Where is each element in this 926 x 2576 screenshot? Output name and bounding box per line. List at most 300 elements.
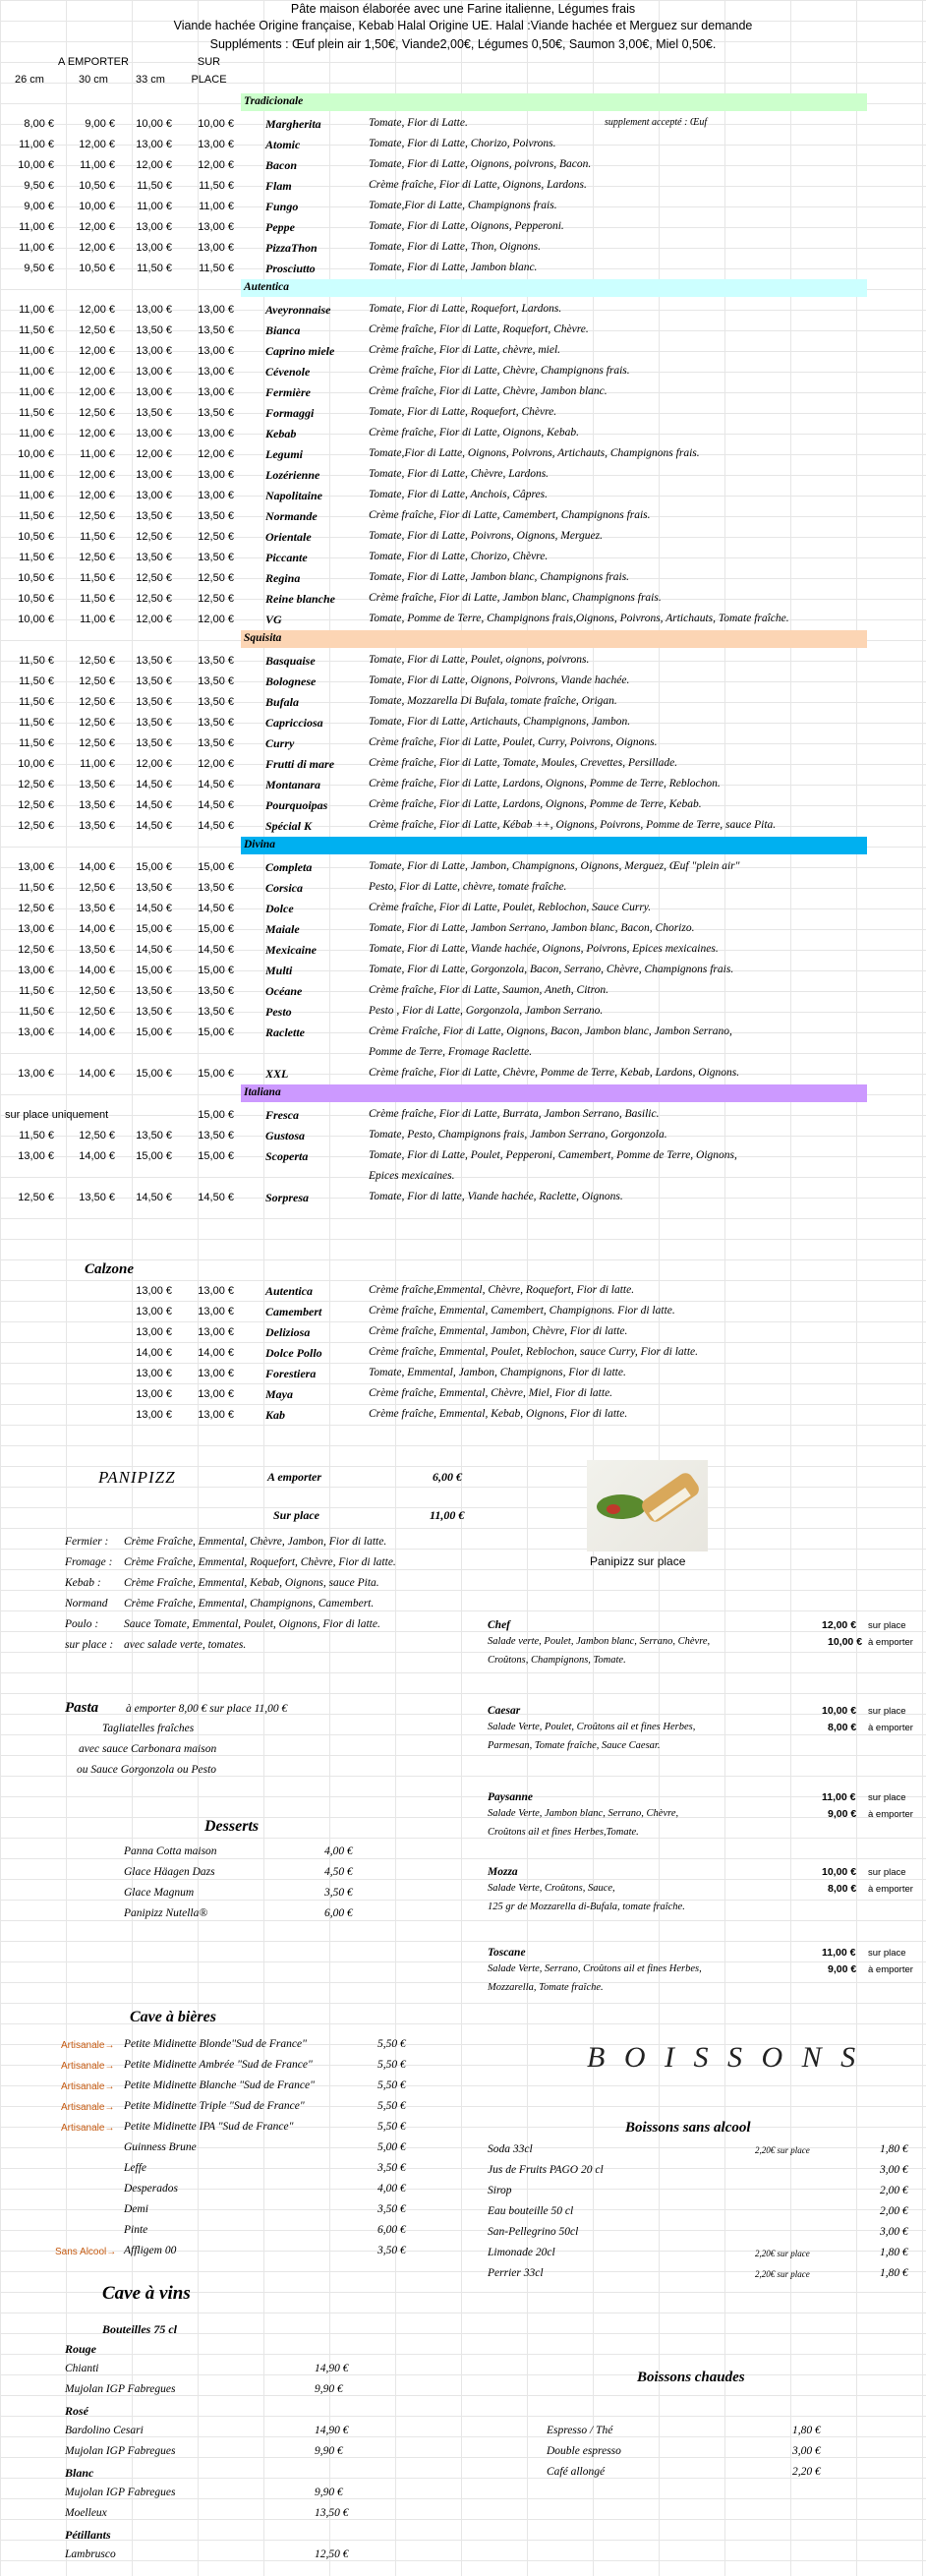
price-30: 13,50 € bbox=[79, 1192, 115, 1203]
boisson-place-price: 2,20€ sur place bbox=[755, 2249, 810, 2258]
pizza-name: Bufala bbox=[265, 695, 300, 709]
price-place: 14,50 € bbox=[198, 779, 234, 790]
pizza-name: Pourquoipas bbox=[265, 798, 328, 812]
pizza-description: Tomate, Fior di Latte, Jambon blanc, Champignons frais. bbox=[369, 571, 630, 583]
price-30: 11,00 € bbox=[80, 614, 115, 625]
calzone-row bbox=[0, 1322, 926, 1343]
price-26: 9,50 € bbox=[24, 263, 54, 274]
col-26: 26 cm bbox=[15, 74, 44, 86]
calzone-name: Autentica bbox=[265, 1284, 314, 1298]
calzone-name: Kab bbox=[265, 1408, 286, 1422]
pizza-description: Tomate, Fior di Latte, Gorgonzola, Bacon, Serrano, Chèvre, Champignons frais. bbox=[369, 964, 734, 975]
price-30: 12,50 € bbox=[79, 655, 115, 667]
price-place: 13,50 € bbox=[198, 737, 234, 749]
pizza-description: Tomate, Fior di Latte, Jambon Serrano, Jambon blanc, Bacon, Chorizo. bbox=[369, 922, 695, 934]
price-26: 11,50 € bbox=[19, 675, 54, 687]
price-30: 12,50 € bbox=[79, 696, 115, 708]
calzone-title: Calzone bbox=[85, 1261, 135, 1277]
pizza-row bbox=[0, 1146, 926, 1167]
price-33: 12,50 € bbox=[136, 593, 172, 605]
price-26: 10,50 € bbox=[18, 531, 54, 543]
pizza-name: Curry bbox=[265, 736, 295, 750]
calzone-description: Crème fraîche, Emmental, Jambon, Chèvre, Fior di latte. bbox=[369, 1325, 628, 1337]
salad-unit-emporter: à emporter bbox=[868, 1964, 913, 1975]
biere-price: 3,50 € bbox=[377, 2203, 406, 2215]
pizza-row bbox=[0, 362, 926, 382]
boisson-price: 1,80 € bbox=[880, 2247, 908, 2258]
price-place: 13,50 € bbox=[198, 1130, 234, 1142]
boisson-chaude-price: 3,00 € bbox=[792, 2445, 821, 2457]
col-30: 30 cm bbox=[79, 74, 108, 86]
salad-desc-1: Salade Verte, Poulet, Croûtons ail et fines Herbes, bbox=[488, 1722, 696, 1732]
biere-name: Affligem 00 bbox=[124, 2245, 177, 2256]
pizza-row bbox=[0, 506, 926, 527]
boissons-sans-alcool-title: Boissons sans alcool bbox=[625, 2120, 751, 2136]
price-place: 13,50 € bbox=[198, 324, 234, 336]
pizza-name: Completa bbox=[265, 860, 313, 874]
price-33: 13,50 € bbox=[136, 407, 172, 419]
pizza-description: Tomate, Fior di Latte, Artichauts, Champignons, Jambon. bbox=[369, 716, 631, 728]
biere-name: Petite Midinette Blanche "Sud de France" bbox=[124, 2079, 315, 2091]
price-26: 11,50 € bbox=[19, 407, 54, 419]
col-place: PLACE bbox=[191, 74, 227, 86]
pizza-name: Maiale bbox=[265, 922, 300, 936]
pizza-description: Tomate, Fior di Latte, Oignons, Poivrons, Viande hachée. bbox=[369, 674, 630, 686]
panipizz-label: Fermier : bbox=[65, 1536, 109, 1548]
pizza-description: Crème fraîche, Fior di Latte, Oignons, Kebab. bbox=[369, 427, 580, 439]
pizza-name: Kebab bbox=[265, 427, 297, 440]
pizza-name: Bacon bbox=[265, 158, 298, 172]
price-33: 13,00 € bbox=[136, 428, 172, 439]
price-26: 10,00 € bbox=[18, 448, 54, 460]
calzone-price-place: 13,00 € bbox=[198, 1326, 234, 1338]
pizza-description: Pesto , Fior di Latte, Gorgonzola, Jambon Serrano. bbox=[369, 1005, 604, 1017]
calzone-row bbox=[0, 1384, 926, 1405]
salad-price-place: 10,00 € bbox=[822, 1866, 857, 1878]
price-30: 11,00 € bbox=[80, 758, 115, 770]
salad-unit-emporter: à emporter bbox=[868, 1809, 913, 1820]
price-place: 13,00 € bbox=[198, 469, 234, 481]
pizza-row bbox=[0, 176, 926, 197]
panipizz-label: Kebab : bbox=[65, 1577, 101, 1589]
pizza-name: Frutti di mare bbox=[265, 757, 335, 771]
price-30: 12,50 € bbox=[79, 510, 115, 522]
price-26: 12,50 € bbox=[18, 944, 54, 956]
pizza-description: Tomate, Fior di Latte. bbox=[369, 117, 468, 129]
price-33: 13,50 € bbox=[136, 655, 172, 667]
calzone-price-emporter: 13,00 € bbox=[136, 1388, 172, 1400]
calzone-price-emporter: 13,00 € bbox=[136, 1368, 172, 1379]
price-33: 13,00 € bbox=[136, 345, 172, 357]
calzone-row bbox=[0, 1281, 926, 1302]
pizza-row bbox=[0, 754, 926, 775]
pizza-description: Tomate, Fior di Latte, Chèvre, Lardons. bbox=[369, 468, 550, 480]
section-band: Squisita bbox=[241, 630, 867, 648]
section-band: Italiana bbox=[241, 1084, 867, 1102]
pizza-description: Tomate,Fior di Latte, Champignons frais. bbox=[369, 200, 557, 211]
pizza-row bbox=[0, 527, 926, 548]
pizza-row bbox=[0, 816, 926, 837]
pizza-name: Multi bbox=[265, 964, 293, 977]
price-26: 11,00 € bbox=[19, 304, 54, 316]
price-26: 11,50 € bbox=[19, 552, 54, 563]
biere-name: Petite Midinette Triple "Sud de France" bbox=[124, 2100, 305, 2112]
price-33: 13,50 € bbox=[136, 696, 172, 708]
pizza-name: Peppe bbox=[265, 220, 295, 234]
pasta-line-3: ou Sauce Gorgonzola ou Pesto bbox=[77, 1764, 217, 1776]
section-band: Divina bbox=[241, 837, 867, 854]
salad-name: Caesar bbox=[488, 1705, 521, 1717]
price-place: 12,00 € bbox=[198, 448, 234, 460]
pizza-description: Crème fraîche, Fior di Latte, chèvre, miel. bbox=[369, 344, 561, 356]
vin-group: Pétillants bbox=[65, 2528, 111, 2542]
panipizz-label: sur place : bbox=[65, 1639, 114, 1651]
salad-desc-2: Croûtons, Champignons, Tomate. bbox=[488, 1655, 626, 1666]
price-place: 12,50 € bbox=[198, 572, 234, 584]
price-place: 13,00 € bbox=[198, 139, 234, 150]
panipizz-title: PANIPIZZ bbox=[98, 1468, 176, 1487]
calzone-name: Camembert bbox=[265, 1305, 322, 1318]
dessert-price: 4,00 € bbox=[324, 1845, 353, 1857]
pizza-name: Bolognese bbox=[265, 674, 317, 688]
pizza-row bbox=[0, 114, 926, 135]
calzone-price-emporter: 13,00 € bbox=[136, 1409, 172, 1421]
price-30: 13,50 € bbox=[79, 799, 115, 811]
salad-unit-place: sur place bbox=[868, 1706, 906, 1717]
price-30: 12,00 € bbox=[79, 428, 115, 439]
salad-desc-1: Salade Verte, Serrano, Croûtons ail et fines Herbes, bbox=[488, 1963, 702, 1974]
price-33: 12,00 € bbox=[136, 159, 172, 171]
biere-tag: Artisanale→ bbox=[61, 2102, 115, 2113]
pizza-row-cont bbox=[0, 1167, 926, 1188]
calzone-description: Crème fraîche, Emmental, Chèvre, Miel, Fior di latte. bbox=[369, 1387, 613, 1399]
vin-name: Moelleux bbox=[65, 2507, 107, 2519]
price-place: 13,00 € bbox=[198, 386, 234, 398]
biere-name: Petite Midinette IPA "Sud de France" bbox=[124, 2121, 294, 2133]
pizza-name: Formaggi bbox=[265, 406, 315, 420]
pizza-name: Montanara bbox=[265, 778, 321, 791]
price-33: 15,00 € bbox=[136, 861, 172, 873]
price-33: 13,50 € bbox=[136, 985, 172, 997]
price-30: 12,00 € bbox=[79, 304, 115, 316]
price-30: 11,50 € bbox=[80, 593, 115, 605]
panipizz-description: Crème Fraîche, Emmental, Champignons, Camembert. bbox=[124, 1598, 375, 1610]
salad-unit-place: sur place bbox=[868, 1867, 906, 1878]
header-line-1: Pâte maison élaborée avec une Farine italienne, Légumes frais bbox=[290, 2, 636, 16]
biere-price: 5,50 € bbox=[377, 2038, 406, 2050]
price-33: 13,50 € bbox=[136, 717, 172, 729]
price-33: 14,50 € bbox=[136, 820, 172, 832]
pasta-title: Pasta bbox=[65, 1700, 99, 1716]
price-33: 14,50 € bbox=[136, 944, 172, 956]
pizza-row bbox=[0, 919, 926, 940]
pizza-name: Océane bbox=[265, 984, 303, 998]
price-place: 14,50 € bbox=[198, 799, 234, 811]
price-33: 12,00 € bbox=[136, 448, 172, 460]
biere-price: 5,50 € bbox=[377, 2059, 406, 2071]
price-30: 12,50 € bbox=[79, 1006, 115, 1018]
salad-desc-2: Mozzarella, Tomate fraîche. bbox=[488, 1982, 604, 1993]
price-26: 13,00 € bbox=[18, 1068, 54, 1080]
pizza-description: Tomate, Fior di Latte, Roquefort, Chèvre. bbox=[369, 406, 557, 418]
pizza-name: Orientale bbox=[265, 530, 312, 544]
salad-unit-place: sur place bbox=[868, 1792, 906, 1803]
price-26: 11,50 € bbox=[19, 696, 54, 708]
boisson-name: Jus de Fruits PAGO 20 cl bbox=[488, 2164, 604, 2176]
pizza-description: Crème fraîche, Fior di Latte, Roquefort, Chèvre. bbox=[369, 323, 589, 335]
price-33: 11,50 € bbox=[137, 180, 172, 192]
price-26: 11,00 € bbox=[19, 242, 54, 254]
pizza-row bbox=[0, 341, 926, 362]
calzone-price-emporter: 13,00 € bbox=[136, 1285, 172, 1297]
price-33: 13,50 € bbox=[136, 324, 172, 336]
vin-price: 9,90 € bbox=[315, 2383, 343, 2395]
price-33: 13,50 € bbox=[136, 675, 172, 687]
col-emporter: A EMPORTER bbox=[58, 56, 129, 68]
pizza-row bbox=[0, 672, 926, 692]
price-30: 9,00 € bbox=[85, 118, 115, 130]
price-33: 10,00 € bbox=[136, 118, 172, 130]
pizza-name: Fermière bbox=[265, 385, 311, 399]
pizza-row bbox=[0, 651, 926, 672]
pizza-name: Fungo bbox=[265, 200, 299, 213]
boissons-title: B O I S S O N S bbox=[587, 2041, 862, 2074]
pizza-name: Legumi bbox=[265, 447, 303, 461]
pizza-description: Crème fraîche, Fior di Latte, Poulet, Reblochon, Sauce Curry. bbox=[369, 902, 652, 913]
pizza-name: Bianca bbox=[265, 323, 301, 337]
pizza-description: Crème fraîche, Fior di Latte, Saumon, Aneth, Citron. bbox=[369, 984, 609, 996]
pizza-description: Crème fraîche, Fior di Latte, Oignons, Lardons. bbox=[369, 179, 587, 191]
price-26: 11,00 € bbox=[19, 428, 54, 439]
price-30: 10,00 € bbox=[79, 201, 115, 212]
pizza-row bbox=[0, 197, 926, 217]
boisson-name: Limonade 20cl bbox=[488, 2247, 555, 2258]
price-place: 13,00 € bbox=[198, 366, 234, 378]
salad-desc-2: 125 gr de Mozzarella di-Bufala, tomate fraîche. bbox=[488, 1902, 685, 1912]
biere-price: 5,50 € bbox=[377, 2121, 406, 2133]
biere-tag: Artisanale→ bbox=[61, 2040, 115, 2051]
boisson-name: Soda 33cl bbox=[488, 2143, 533, 2155]
price-26: 11,00 € bbox=[19, 490, 54, 501]
salad-price-place: 10,00 € bbox=[822, 1705, 857, 1717]
price-33: 14,50 € bbox=[136, 1192, 172, 1203]
price-30: 12,00 € bbox=[79, 242, 115, 254]
price-30: 12,00 € bbox=[79, 345, 115, 357]
pizza-row bbox=[0, 300, 926, 321]
boisson-price: 2,00 € bbox=[880, 2205, 908, 2217]
boisson-price: 3,00 € bbox=[880, 2164, 908, 2176]
price-26: 11,00 € bbox=[19, 469, 54, 481]
col-sur: SUR bbox=[197, 56, 221, 68]
price-place: 13,00 € bbox=[198, 242, 234, 254]
calzone-price-place: 13,00 € bbox=[198, 1388, 234, 1400]
calzone-price-emporter: 13,00 € bbox=[136, 1306, 172, 1317]
pizza-description: Tomate, Mozzarella Di Bufala, tomate fraîche, Origan. bbox=[369, 695, 617, 707]
price-26: 12,50 € bbox=[18, 1192, 54, 1203]
boisson-price: 1,80 € bbox=[880, 2143, 908, 2155]
calzone-price-place: 14,00 € bbox=[198, 1347, 234, 1359]
panipizz-description: Sauce Tomate, Emmental, Poulet, Oignons, Fior di latte. bbox=[124, 1618, 380, 1630]
price-place: 14,50 € bbox=[198, 1192, 234, 1203]
vin-group: Rosé bbox=[65, 2404, 88, 2418]
price-33: 13,00 € bbox=[136, 304, 172, 316]
biere-price: 5,50 € bbox=[377, 2079, 406, 2091]
price-26: 11,50 € bbox=[19, 324, 54, 336]
dessert-price: 4,50 € bbox=[324, 1866, 353, 1878]
price-26: 8,00 € bbox=[24, 118, 54, 130]
salad-unit-place: sur place bbox=[868, 1620, 906, 1631]
boisson-name: Eau bouteille 50 cl bbox=[488, 2205, 574, 2217]
price-33: 15,00 € bbox=[136, 923, 172, 935]
pizza-row bbox=[0, 589, 926, 610]
pizza-description-cont: Pomme de Terre, Fromage Raclette. bbox=[369, 1046, 533, 1058]
salad-price-emporter: 8,00 € bbox=[828, 1883, 857, 1895]
pizza-row bbox=[0, 259, 926, 279]
price-26: 11,50 € bbox=[19, 510, 54, 522]
pizza-description: Crème fraîche, Fior di Latte, Chèvre, Champignons frais. bbox=[369, 365, 630, 377]
boisson-chaude-price: 2,20 € bbox=[792, 2466, 821, 2478]
pizza-name: Mexicaine bbox=[265, 943, 317, 957]
pizza-description: Crème fraîche, Fior di Latte, Lardons, Oignons, Pomme de Terre, Kebab. bbox=[369, 798, 702, 810]
pizza-row bbox=[0, 610, 926, 630]
price-26: 10,00 € bbox=[18, 614, 54, 625]
pizza-row bbox=[0, 382, 926, 403]
price-30: 11,00 € bbox=[80, 159, 115, 171]
salad-unit-emporter: à emporter bbox=[868, 1723, 913, 1733]
calzone-price-place: 13,00 € bbox=[198, 1306, 234, 1317]
pizza-name: PizzaThon bbox=[265, 241, 318, 255]
price-30: 14,00 € bbox=[79, 1026, 115, 1038]
panipizz-label: Fromage : bbox=[65, 1556, 113, 1568]
pasta-line-1: Tagliatelles fraîches bbox=[102, 1723, 195, 1734]
price-30: 11,50 € bbox=[80, 572, 115, 584]
price-26: 11,00 € bbox=[19, 139, 54, 150]
pizza-description: Tomate, Pomme de Terre, Champignons frais,Oignons, Poivrons, Artichauts, Tomate fraîche. bbox=[369, 613, 789, 624]
price-33: 13,50 € bbox=[136, 552, 172, 563]
pizza-row bbox=[0, 321, 926, 341]
price-33: 15,00 € bbox=[136, 965, 172, 976]
pizza-name: Raclette bbox=[265, 1025, 305, 1039]
calzone-name: Forestiera bbox=[265, 1367, 317, 1380]
boisson-chaude-name: Espresso / Thé bbox=[547, 2425, 613, 2436]
pizza-name: Corsica bbox=[265, 881, 304, 895]
vin-price: 9,90 € bbox=[315, 2487, 343, 2498]
pizza-row bbox=[0, 465, 926, 486]
pizza-row bbox=[0, 899, 926, 919]
price-note: sur place uniquement bbox=[5, 1109, 109, 1121]
price-place: 13,00 € bbox=[198, 490, 234, 501]
price-place: 13,50 € bbox=[198, 1006, 234, 1018]
pizza-name: VG bbox=[265, 613, 282, 626]
price-26: 10,50 € bbox=[18, 593, 54, 605]
price-place: 13,50 € bbox=[198, 696, 234, 708]
pizza-name: Normande bbox=[265, 509, 318, 523]
price-place: 14,50 € bbox=[198, 903, 234, 914]
salad-unit-emporter: à emporter bbox=[868, 1637, 913, 1648]
price-26: 9,50 € bbox=[24, 180, 54, 192]
pizza-row bbox=[0, 1002, 926, 1023]
price-30: 13,50 € bbox=[79, 903, 115, 914]
boisson-price: 2,00 € bbox=[880, 2185, 908, 2196]
price-33: 12,00 € bbox=[136, 758, 172, 770]
pizza-name: Sorpresa bbox=[265, 1191, 310, 1204]
pizza-description: Tomate, Fior di Latte, Oignons, Pepperoni. bbox=[369, 220, 564, 232]
price-place: 15,00 € bbox=[198, 965, 234, 976]
calzone-description: Crème fraîche, Emmental, Poulet, Reblochon, sauce Curry, Fior di latte. bbox=[369, 1346, 699, 1358]
calzone-name: Maya bbox=[265, 1387, 293, 1401]
price-place: 14,50 € bbox=[198, 944, 234, 956]
pizza-name: Cévenole bbox=[265, 365, 311, 379]
pizza-description: Crème fraîche, Fior di Latte, Chèvre, Pomme de Terre, Kebab, Lardons, Oignons. bbox=[369, 1067, 740, 1079]
price-place: 13,00 € bbox=[198, 304, 234, 316]
pizza-description: Tomate, Fior di Latte, Chorizo, Poivrons. bbox=[369, 138, 556, 149]
price-30: 13,50 € bbox=[79, 820, 115, 832]
section-band: Autentica bbox=[241, 279, 867, 297]
salad-price-emporter: 10,00 € bbox=[828, 1636, 863, 1648]
calzone-price-place: 13,00 € bbox=[198, 1409, 234, 1421]
supplement-note: supplement accepté : Œuf bbox=[605, 117, 708, 128]
pizza-description: Crème fraîche, Fior di Latte, Jambon blanc, Champignons frais. bbox=[369, 592, 662, 604]
pizza-description: Tomate, Fior di Latte, Anchois, Câpres. bbox=[369, 489, 548, 500]
price-place: 15,00 € bbox=[198, 1109, 234, 1121]
pizza-row bbox=[0, 878, 926, 899]
price-30: 14,00 € bbox=[79, 965, 115, 976]
pizza-name: Caprino miele bbox=[265, 344, 335, 358]
pizza-name: Piccante bbox=[265, 551, 308, 564]
price-place: 13,00 € bbox=[198, 345, 234, 357]
price-33: 13,00 € bbox=[136, 242, 172, 254]
salad-price-emporter: 8,00 € bbox=[828, 1722, 857, 1733]
vin-price: 12,50 € bbox=[315, 2548, 349, 2560]
biere-name: Leffe bbox=[124, 2162, 146, 2174]
price-33: 12,50 € bbox=[136, 531, 172, 543]
calzone-row bbox=[0, 1364, 926, 1384]
pizza-row bbox=[0, 568, 926, 589]
pizza-description: Crème fraîche, Fior di Latte, Tomate, Moules, Crevettes, Persillade. bbox=[369, 757, 678, 769]
price-33: 14,50 € bbox=[136, 799, 172, 811]
price-26: 10,50 € bbox=[18, 572, 54, 584]
price-30: 12,00 € bbox=[79, 386, 115, 398]
pizza-description: Pesto, Fior di Latte, chèvre, tomate fraîche. bbox=[369, 881, 567, 893]
salad-name: Chef bbox=[488, 1619, 510, 1631]
price-26: 11,00 € bbox=[19, 221, 54, 233]
vin-name: Mujolan IGP Fabregues bbox=[65, 2445, 176, 2457]
vin-name: Mujolan IGP Fabregues bbox=[65, 2487, 176, 2498]
price-33: 11,00 € bbox=[137, 201, 172, 212]
biere-name: Guinness Brune bbox=[124, 2141, 197, 2153]
pizza-description: Tomate, Fior di Latte, Poulet, Pepperoni, Camembert, Pomme de Terre, Oignons, bbox=[369, 1149, 737, 1161]
panipizz-photo-caption: Panipizz sur place bbox=[590, 1554, 686, 1568]
price-place: 11,50 € bbox=[199, 263, 234, 274]
price-place: 12,50 € bbox=[198, 531, 234, 543]
pizza-row bbox=[0, 444, 926, 465]
vin-price: 13,50 € bbox=[315, 2507, 349, 2519]
pizza-name: Aveyronnaise bbox=[265, 303, 331, 317]
pizza-name: Pesto bbox=[265, 1005, 292, 1019]
pizza-name: XXL bbox=[265, 1067, 289, 1081]
pizza-description: Tomate, Pesto, Champignons frais, Jambon Serrano, Gorgonzola. bbox=[369, 1129, 667, 1141]
salad-price-place: 11,00 € bbox=[822, 1947, 856, 1959]
calzone-name: Deliziosa bbox=[265, 1325, 311, 1339]
calzone-description: Tomate, Emmental, Jambon, Champignons, Fior di latte. bbox=[369, 1367, 626, 1378]
price-26: 10,00 € bbox=[18, 758, 54, 770]
price-place: 13,50 € bbox=[198, 717, 234, 729]
boisson-price: 3,00 € bbox=[880, 2226, 908, 2238]
vin-name: Bardolino Cesari bbox=[65, 2425, 144, 2436]
price-26: 11,50 € bbox=[19, 882, 54, 894]
dessert-price: 6,00 € bbox=[324, 1907, 353, 1919]
price-30: 14,00 € bbox=[79, 1150, 115, 1162]
